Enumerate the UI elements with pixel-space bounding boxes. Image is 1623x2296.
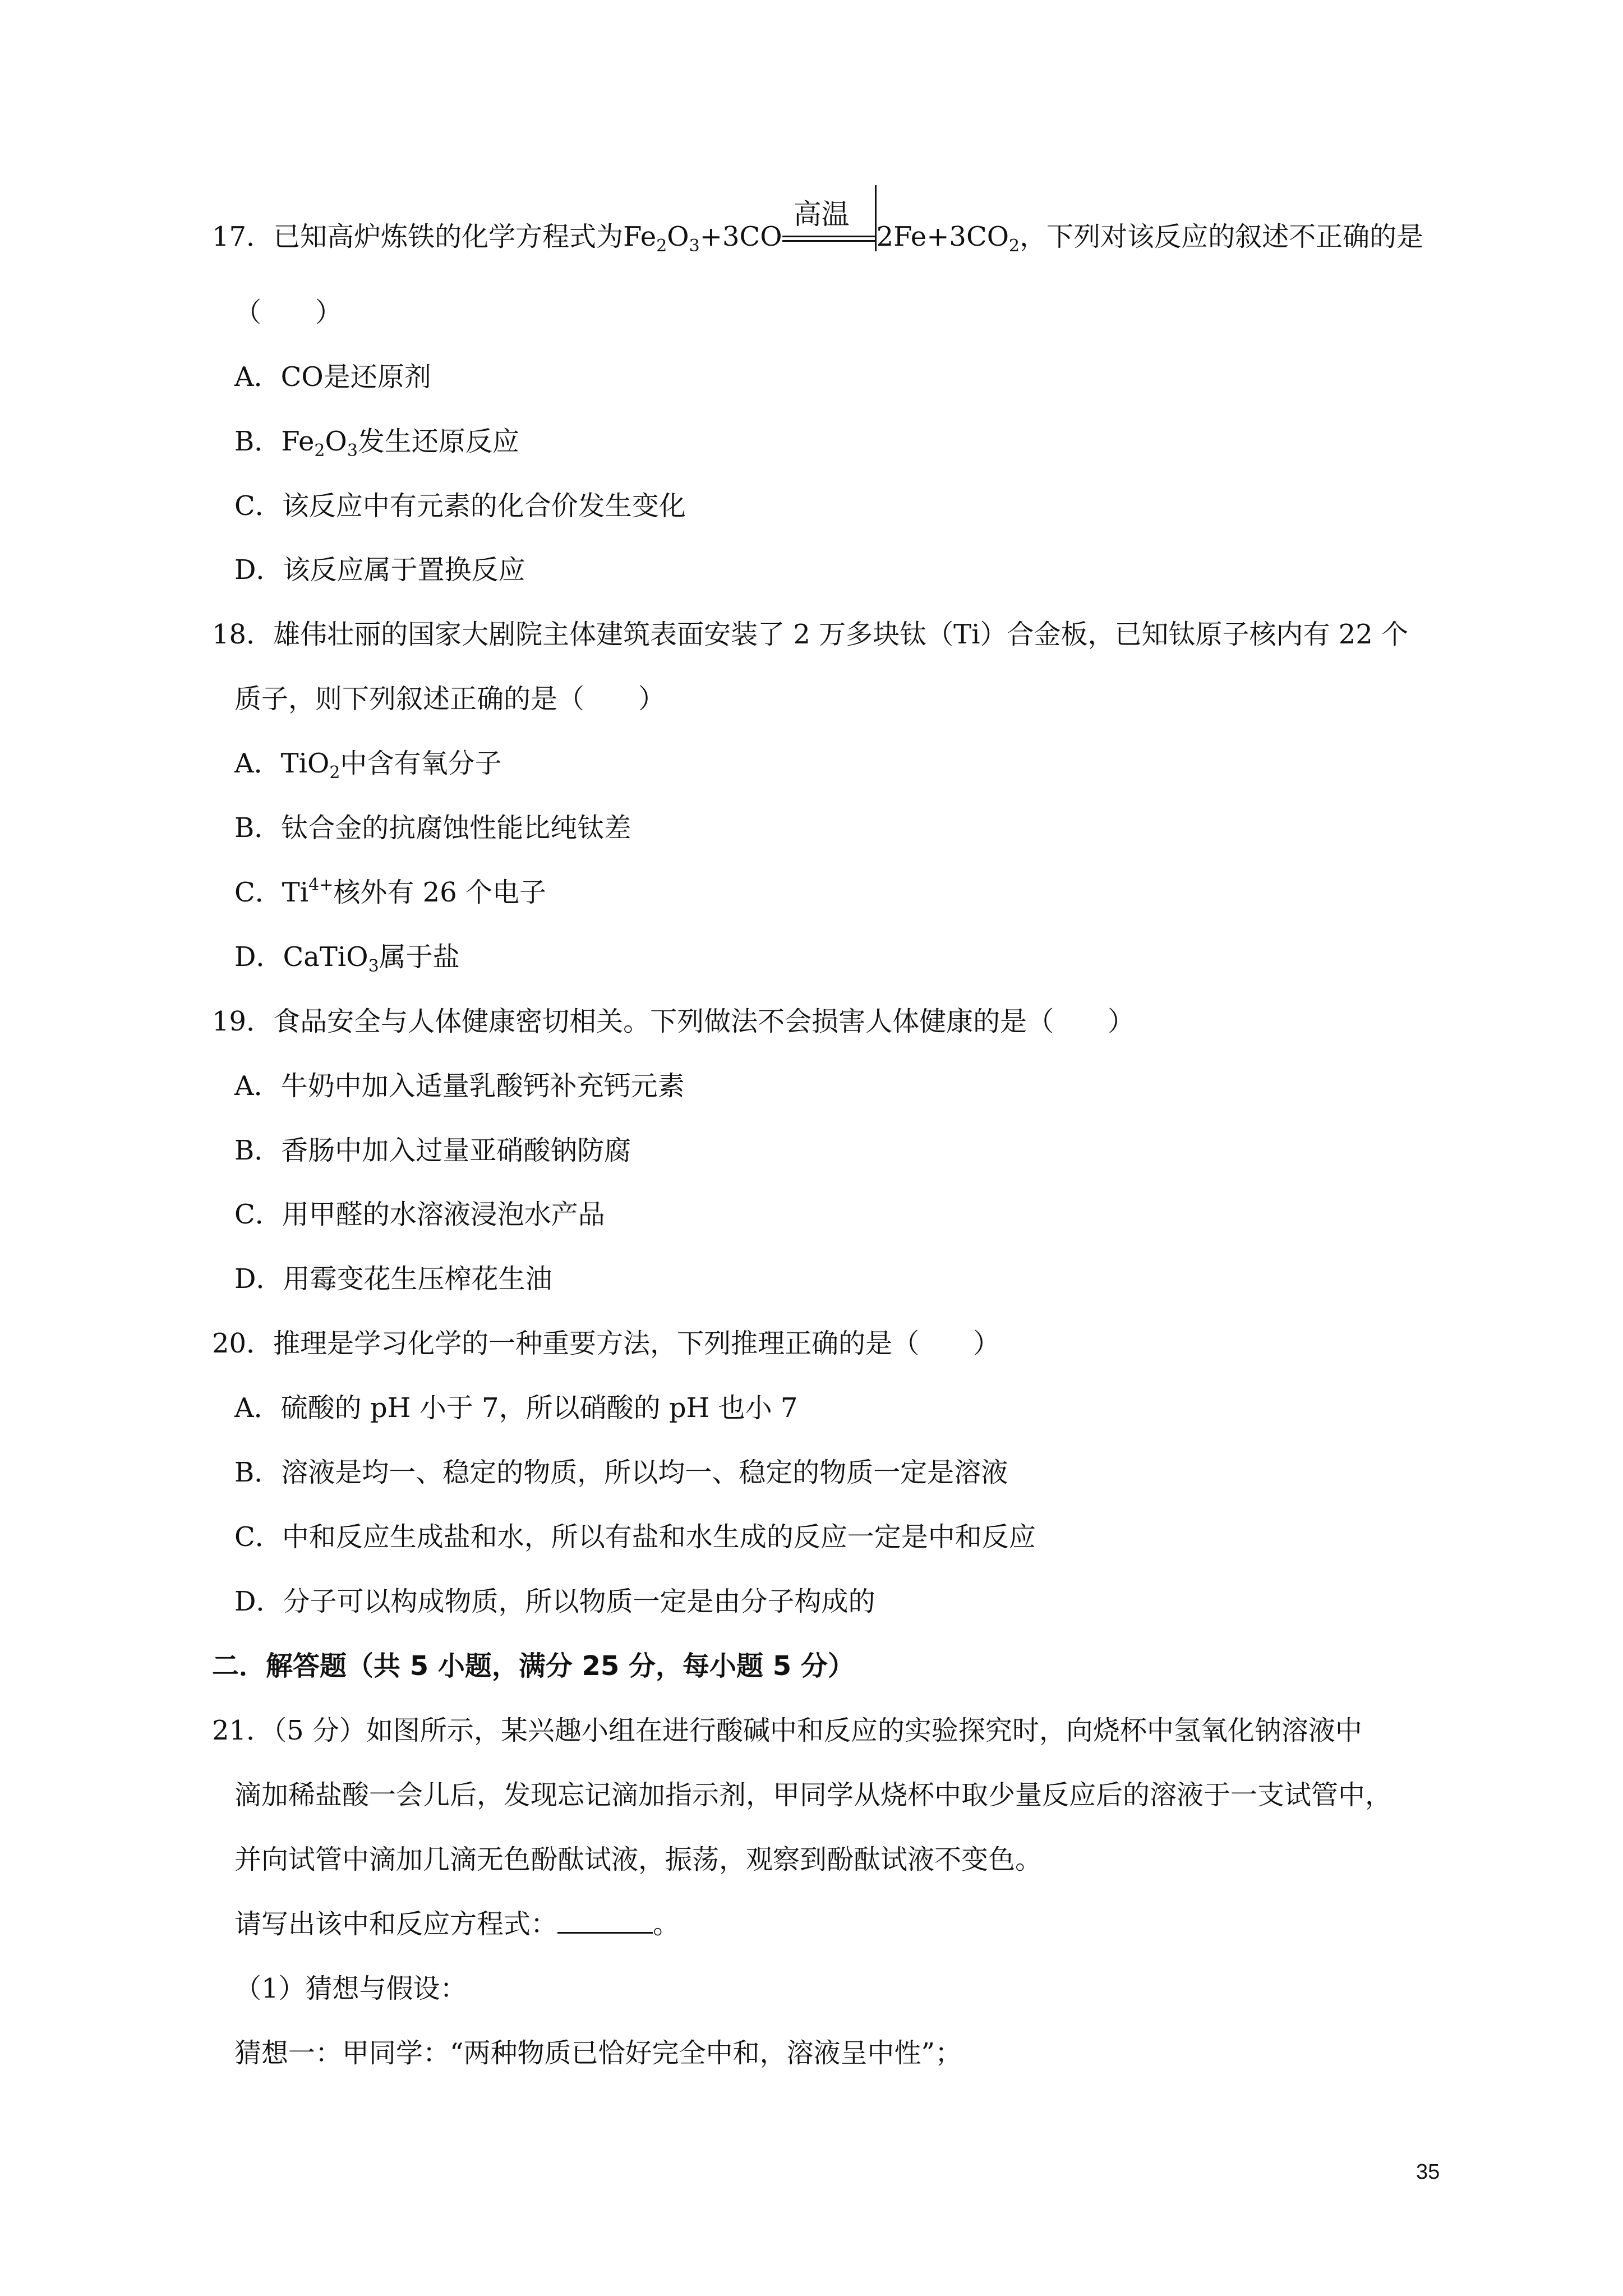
q18-stem-line2: 质子，则下列叙述正确的是（ ）	[234, 683, 666, 715]
q21-stem-line3: 并向试管中滴加几滴无色酚酞试液，振荡，观察到酚酞试液不变色。	[234, 1844, 1043, 1875]
q18-stem-line1: 18．雄伟壮丽的国家大剧院主体建筑表面安装了 2 万多块钛（Ti）合金板，已知钛原子核内有 22 个	[212, 619, 1409, 650]
page-number: 35	[1416, 2160, 1440, 2184]
q18-option-c-sup: 4+	[308, 875, 334, 895]
q17-option-c: C．该反应中有元素的化合价发生变化	[234, 490, 686, 522]
q18-option-a-prefix: A．TiO	[234, 748, 330, 779]
q18-option-d-suffix: 属于盐	[379, 941, 460, 973]
q18-option-d	[234, 940, 460, 974]
q20-option-d: D．分子可以构成物质，所以物质一定是由分子构成的	[234, 1586, 875, 1617]
q20-option-c: C．中和反应生成盐和水，所以有盐和水生成的反应一定是中和反应	[234, 1521, 1036, 1553]
q21-stem-line2: 滴加稀盐酸一会儿后，发现忘记滴加指示剂，甲同学从烧杯中取少量反应后的溶液于一支试管中，	[234, 1779, 1393, 1811]
q17-product-subscript: 2	[1009, 236, 1020, 256]
q17-reactant-co: +3CO	[699, 221, 782, 252]
q17-option-a: A．CO是还原剂	[234, 361, 431, 393]
q18-option-a-suffix: 中含有氧分子	[340, 748, 502, 779]
q21-equation-prompt-end: 。	[653, 1908, 680, 1940]
reaction-condition-label: 高温	[793, 198, 850, 231]
q19-option-a: A．牛奶中加入适量乳酸钙补充钙元素	[234, 1070, 685, 1102]
q21-hypothesis-one: 猜想一：甲同学：“两种物质已恰好完全中和，溶液呈中性”；	[234, 2037, 962, 2069]
q19-option-c: C．用甲醛的水溶液浸泡水产品	[234, 1199, 605, 1230]
q17-prefix: 17．已知高炉炼铁的化学方程式为	[212, 221, 624, 252]
q18-option-c-suffix: 核外有 26 个电子	[333, 877, 546, 908]
q18-option-b: B．钛合金的抗腐蚀性能比纯钛差	[234, 812, 631, 844]
q17-reactant-o-subscript: 3	[689, 236, 700, 256]
q17-option-b-sub2: 3	[347, 441, 358, 461]
q20-stem: 20．推理是学习化学的一种重要方法，下列推理正确的是（ ）	[212, 1328, 1000, 1359]
q20-option-a: A．硫酸的 pH 小于 7，所以硝酸的 pH 也小 7	[234, 1392, 798, 1424]
q17-reactant-o: O	[667, 221, 689, 252]
q20-option-b: B．溶液是均一、稳定的物质，所以均一、稳定的物质一定是溶液	[234, 1457, 1008, 1488]
q17-option-b-sub1: 2	[314, 441, 325, 461]
q19-option-d: D．用霉变花生压榨花生油	[234, 1263, 552, 1295]
q21-stem-line1: 21．（5 分）如图所示，某兴趣小组在进行酸碱中和反应的实验探究时，向烧杯中氢氧化钠溶液中	[212, 1715, 1362, 1746]
q17-option-b-suffix: 发生还原反应	[357, 426, 519, 457]
q21-equation-prompt	[234, 1907, 680, 1941]
q17-stem	[212, 198, 1424, 256]
reaction-condition-arrow	[782, 198, 877, 254]
q17-answer-parens: （ ）	[234, 297, 343, 328]
q17-option-d: D．该反应属于置换反应	[234, 554, 525, 586]
q19-stem: 19．食品安全与人体健康密切相关。下列做法不会损害人体健康的是（ ）	[212, 1006, 1135, 1037]
q18-option-a	[234, 747, 502, 783]
q17-option-b	[234, 425, 519, 461]
answer-blank[interactable]	[557, 1907, 653, 1934]
q18-option-c-prefix: C．Ti	[234, 877, 309, 908]
q21-equation-prompt-text: 请写出该中和反应方程式：	[234, 1908, 558, 1940]
q17-option-b-prefix: B．Fe	[234, 426, 315, 457]
q17-reactant-fe-subscript: 2	[656, 236, 667, 256]
q17-product: 2Fe+3CO	[876, 221, 1009, 252]
section-heading: 二．解答题（共 5 小题，满分 25 分，每小题 5 分）	[212, 1650, 855, 1682]
q21-hypothesis-heading: （1）猜想与假设：	[234, 1973, 467, 2004]
q18-option-c	[234, 876, 546, 909]
q17-suffix: ，下列对该反应的叙述不正确的是	[1020, 221, 1424, 252]
q18-option-d-prefix: D．CaTiO	[234, 941, 368, 973]
q19-option-b: B．香肠中加入过量亚硝酸钠防腐	[234, 1135, 631, 1166]
q18-option-d-sub: 3	[368, 956, 379, 976]
q17-option-b-mid: O	[325, 426, 347, 457]
q18-option-a-sub: 2	[329, 763, 340, 783]
q17-reactant-fe: Fe	[623, 221, 657, 252]
